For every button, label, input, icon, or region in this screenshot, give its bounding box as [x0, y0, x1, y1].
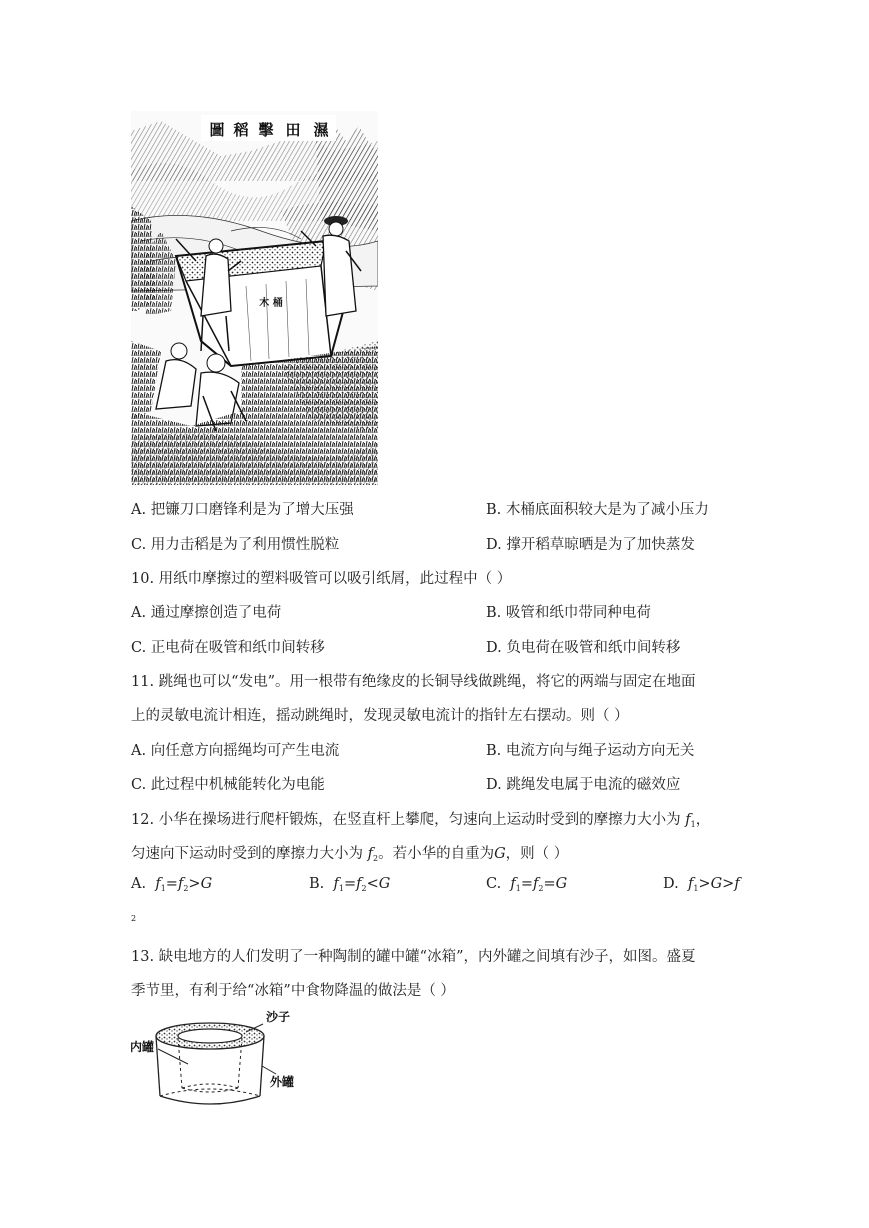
- q10-stem: 10. 用纸巾摩擦过的塑料吸管可以吸引纸屑，此过程中（ ）: [131, 571, 512, 587]
- pot-in-pot-drawing: [128, 1004, 308, 1116]
- q11-option-c: C. 此过程中机械能转化为电能: [131, 777, 325, 793]
- barrel-label: 木 桶: [259, 298, 283, 309]
- title-char-3: 擊: [258, 121, 274, 139]
- q12-option-c: C. $f_1=f_2=G$: [486, 876, 568, 893]
- q11-stem-line1: 11. 跳绳也可以“发电”。用一根带有绝缘皮的长铜导线做跳绳，将它的两端与固定在地面: [131, 674, 696, 690]
- threshing-illustration: [131, 111, 378, 485]
- q10-option-d: D. 负电荷在吸管和纸巾间转移: [486, 640, 681, 656]
- q9-option-b: B. 木桶底面积较大是为了减小压力: [486, 502, 709, 518]
- q12-stem-line2: 匀速向下运动时受到的摩擦力大小为 $f_2$。若小华的自重为G，则（ ）: [131, 846, 569, 863]
- q10-option-a: A. 通过摩擦创造了电荷: [131, 605, 282, 621]
- q9-option-d: D. 撑开稻草晾晒是为了加快蒸发: [486, 537, 695, 553]
- label-outer-pot: 外罐: [270, 1075, 295, 1089]
- q11-option-b: B. 电流方向与绳子运动方向无关: [486, 743, 695, 759]
- q11-option-a: A. 向任意方向摇绳均可产生电流: [131, 743, 340, 759]
- title-char-5: 圖: [209, 121, 225, 139]
- title-char-2: 田: [285, 121, 301, 139]
- title-char-1: 濕: [313, 121, 329, 139]
- threshing-illustration-drawing: [131, 111, 378, 485]
- label-sand: 沙子: [266, 1010, 291, 1024]
- q12-option-b: B. $f_1=f_2<G$: [309, 876, 391, 893]
- q12-stem-line1: 12. 小华在操场进行爬杆锻炼，在竖直杆上攀爬，匀速向上运动时受到的摩擦力大小为 $f_1$，: [131, 812, 711, 829]
- q12-option-d: D. $f_1>G>f$: [663, 876, 740, 893]
- title-char-4: 稻: [233, 121, 249, 139]
- label-inner-pot: 内罐: [130, 1040, 155, 1054]
- pot-in-pot-figure: [128, 1004, 308, 1116]
- q12-option-a: A. $f_1=f_2>G$: [131, 876, 213, 893]
- q10-option-c: C. 正电荷在吸管和纸巾间转移: [131, 640, 325, 656]
- q11-stem-line2: 上的灵敏电流计相连，摇动跳绳时，发现灵敏电流计的指针左右摆动。则（ ）: [131, 708, 629, 724]
- q13-stem-line1: 13. 缺电地方的人们发明了一种陶制的罐中罐“冰箱”，内外罐之间填有沙子，如图。盛夏: [131, 949, 696, 965]
- q9-option-a: A. 把镰刀口磨锋利是为了增大压强: [131, 502, 354, 518]
- q10-option-b: B. 吸管和纸巾带同种电荷: [486, 605, 651, 621]
- q11-option-d: D. 跳绳发电属于电流的磁效应: [486, 777, 681, 793]
- q12-option-d-wrap-subscript: 2: [131, 914, 137, 923]
- q9-option-c: C. 用力击稻是为了利用惯性脱粒: [131, 537, 340, 553]
- q13-stem-line2: 季节里，有利于给“冰箱”中食物降温的做法是（ ）: [131, 983, 455, 999]
